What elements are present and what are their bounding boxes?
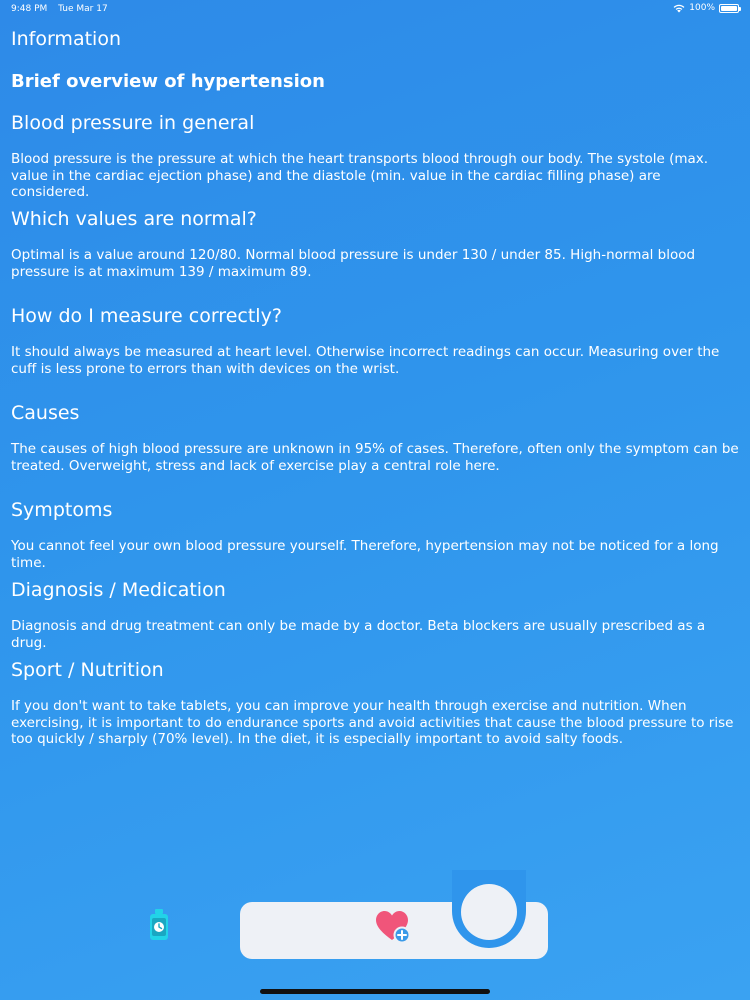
battery-percent: 100% bbox=[689, 3, 715, 13]
home-indicator[interactable] bbox=[260, 989, 490, 994]
section-causes bbox=[11, 401, 739, 474]
section-body: It should always be measured at heart level. Otherwise incorrect readings can occur. Measuring over the cuff is less prone to errors than with devices on the wrist. bbox=[11, 344, 720, 377]
section-heading: Sport / Nutrition bbox=[11, 659, 164, 681]
section-symptoms bbox=[11, 498, 739, 571]
page-title: Information bbox=[11, 28, 121, 50]
section-heading: Symptoms bbox=[11, 499, 113, 521]
section-body: If you don't want to take tablets, you can improve your health through exercise and nutrition. When exercising, it is important to do endurance sports and avoid activities that cause the blood pressure to rise too quickly / sharply (70% level). In the diet, it is especially important to avoid salty foods. bbox=[11, 698, 734, 747]
status-time: 9:48 PM bbox=[11, 4, 48, 14]
section-normal-values bbox=[11, 207, 739, 280]
heart-plus-icon[interactable] bbox=[375, 910, 411, 944]
section-sport-nutrition bbox=[11, 658, 739, 748]
section-heading: Blood pressure in general bbox=[11, 112, 255, 134]
section-heading: Diagnosis / Medication bbox=[11, 579, 226, 601]
battery-icon bbox=[719, 4, 739, 13]
section-body: Diagnosis and drug treatment can only be made by a doctor. Beta blockers are usually prescribed as a drug. bbox=[11, 618, 706, 651]
section-heading: Causes bbox=[11, 402, 80, 424]
status-date: Tue Mar 17 bbox=[58, 4, 108, 14]
section-body: The causes of high blood pressure are unknown in 95% of cases. Therefore, often only the symptom can be treated. Overweight, stress and lack of exercise play a central role here. bbox=[11, 441, 739, 474]
reminder-bottle-icon[interactable] bbox=[147, 908, 171, 942]
content-area bbox=[11, 25, 739, 747]
center-action-button[interactable] bbox=[461, 884, 517, 940]
status-bar bbox=[0, 0, 750, 18]
section-heading: Which values are normal? bbox=[11, 208, 257, 230]
page-subtitle: Brief overview of hypertension bbox=[11, 71, 325, 92]
section-heading: How do I measure correctly? bbox=[11, 305, 282, 327]
wifi-icon bbox=[673, 4, 685, 13]
section-body: Blood pressure is the pressure at which the heart transports blood through our body. The systole (max. value in the cardiac ejection phase) and the diastole (min. value in the cardiac filling phase) are considered. bbox=[11, 151, 709, 200]
section-measure-correctly bbox=[11, 304, 739, 377]
section-diagnosis-medication bbox=[11, 578, 739, 651]
section-body: Optimal is a value around 120/80. Normal blood pressure is under 130 / under 85. High-normal blood pressure is at maximum 139 / maximum 89. bbox=[11, 247, 696, 280]
section-body: You cannot feel your own blood pressure yourself. Therefore, hypertension may not be noticed for a long time. bbox=[11, 538, 719, 571]
section-blood-pressure-general bbox=[11, 111, 739, 201]
